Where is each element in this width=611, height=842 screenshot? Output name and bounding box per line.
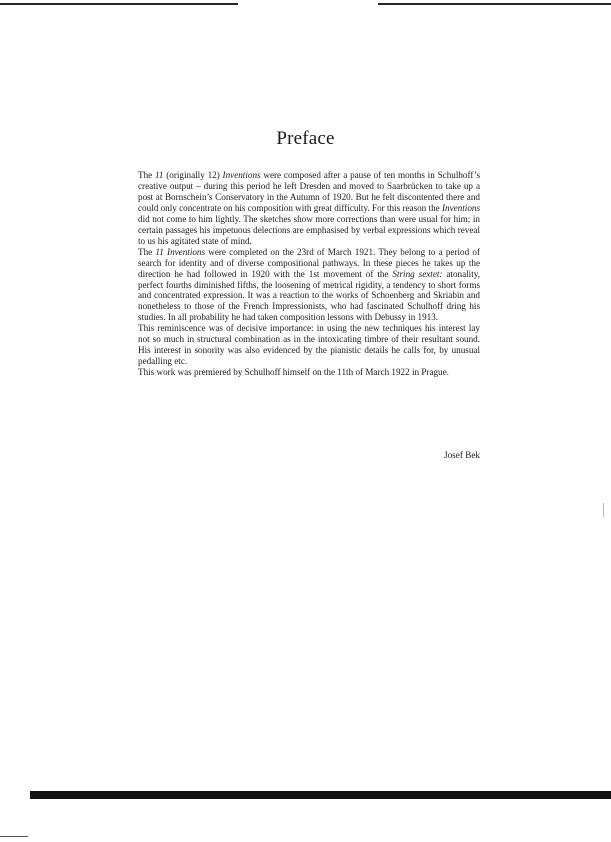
italic-run: Inventions <box>441 202 480 213</box>
paragraph <box>138 323 480 367</box>
italic-run: Inventions <box>222 170 261 180</box>
scan-speck <box>603 503 604 517</box>
top-border-gap <box>238 2 378 6</box>
italic-run: String sextet: <box>392 268 443 279</box>
corner-crop-mark <box>0 836 28 837</box>
bottom-border-bar <box>30 791 611 799</box>
italic-run: 11 Inventions <box>155 246 206 257</box>
preface-body <box>138 170 480 378</box>
paragraph <box>138 367 480 378</box>
author-signature: Josef Bek <box>444 450 480 460</box>
paragraph <box>138 247 480 324</box>
text-run: The <box>138 170 155 180</box>
text-run: The <box>138 246 156 257</box>
italic-run: 11 <box>155 170 164 180</box>
text-run: were completed on the 23rd of March 1921. They belong to a period of search for identity and of diverse compositional pathways. In these pieces he takes up the direction he had followed in 1920 with the 1st movement of the <box>138 246 480 279</box>
top-border-gap-right <box>468 0 611 3</box>
text-run: This reminiscence was of decisive importance: in using the new techniques his interest lay not so much in structural combination as in the intoxicating timbre of their resultant sound. His interest in sonority was also evidenced by the pianistic details he calls for, by unusual pedalling etc. <box>138 323 480 367</box>
text-run: were composed after a pause of ten months in Schulhoff’s creative output – during this period he left Dresden and moved to Saarbrücken to take up a post at Bornschein’s Conservatory in the Autumn of 1920. But he felt discontented there and could only concentrate on his composition with great difficulty. For this reason the <box>138 170 480 213</box>
text-run: This work was premiered by Schulhoff himself on the 11th of March 1922 in Prague. <box>138 367 449 378</box>
text-run: (originally 12) <box>163 170 223 180</box>
paragraph <box>138 170 480 247</box>
page-title: Preface <box>276 128 335 149</box>
text-run: atonality, perfect fourths diminished fifths, the loosening of metrical rigidity, a tendency to short forms and concentrated expression. It was a reaction to the works of Schoenberg and Skriabin and nonetheless to those of the French Impressionists, who had fascinated Schulhoff dring his studies. In all probability he had taken composition lessons with Debussy in 1913. <box>138 268 480 323</box>
text-run: did not come to him lightly. The sketches show more corrections than were usual for him; in certain passages his impetuous delections are emphasised by verbal expressions which reveal to us his agitated state of mind. <box>138 213 480 246</box>
